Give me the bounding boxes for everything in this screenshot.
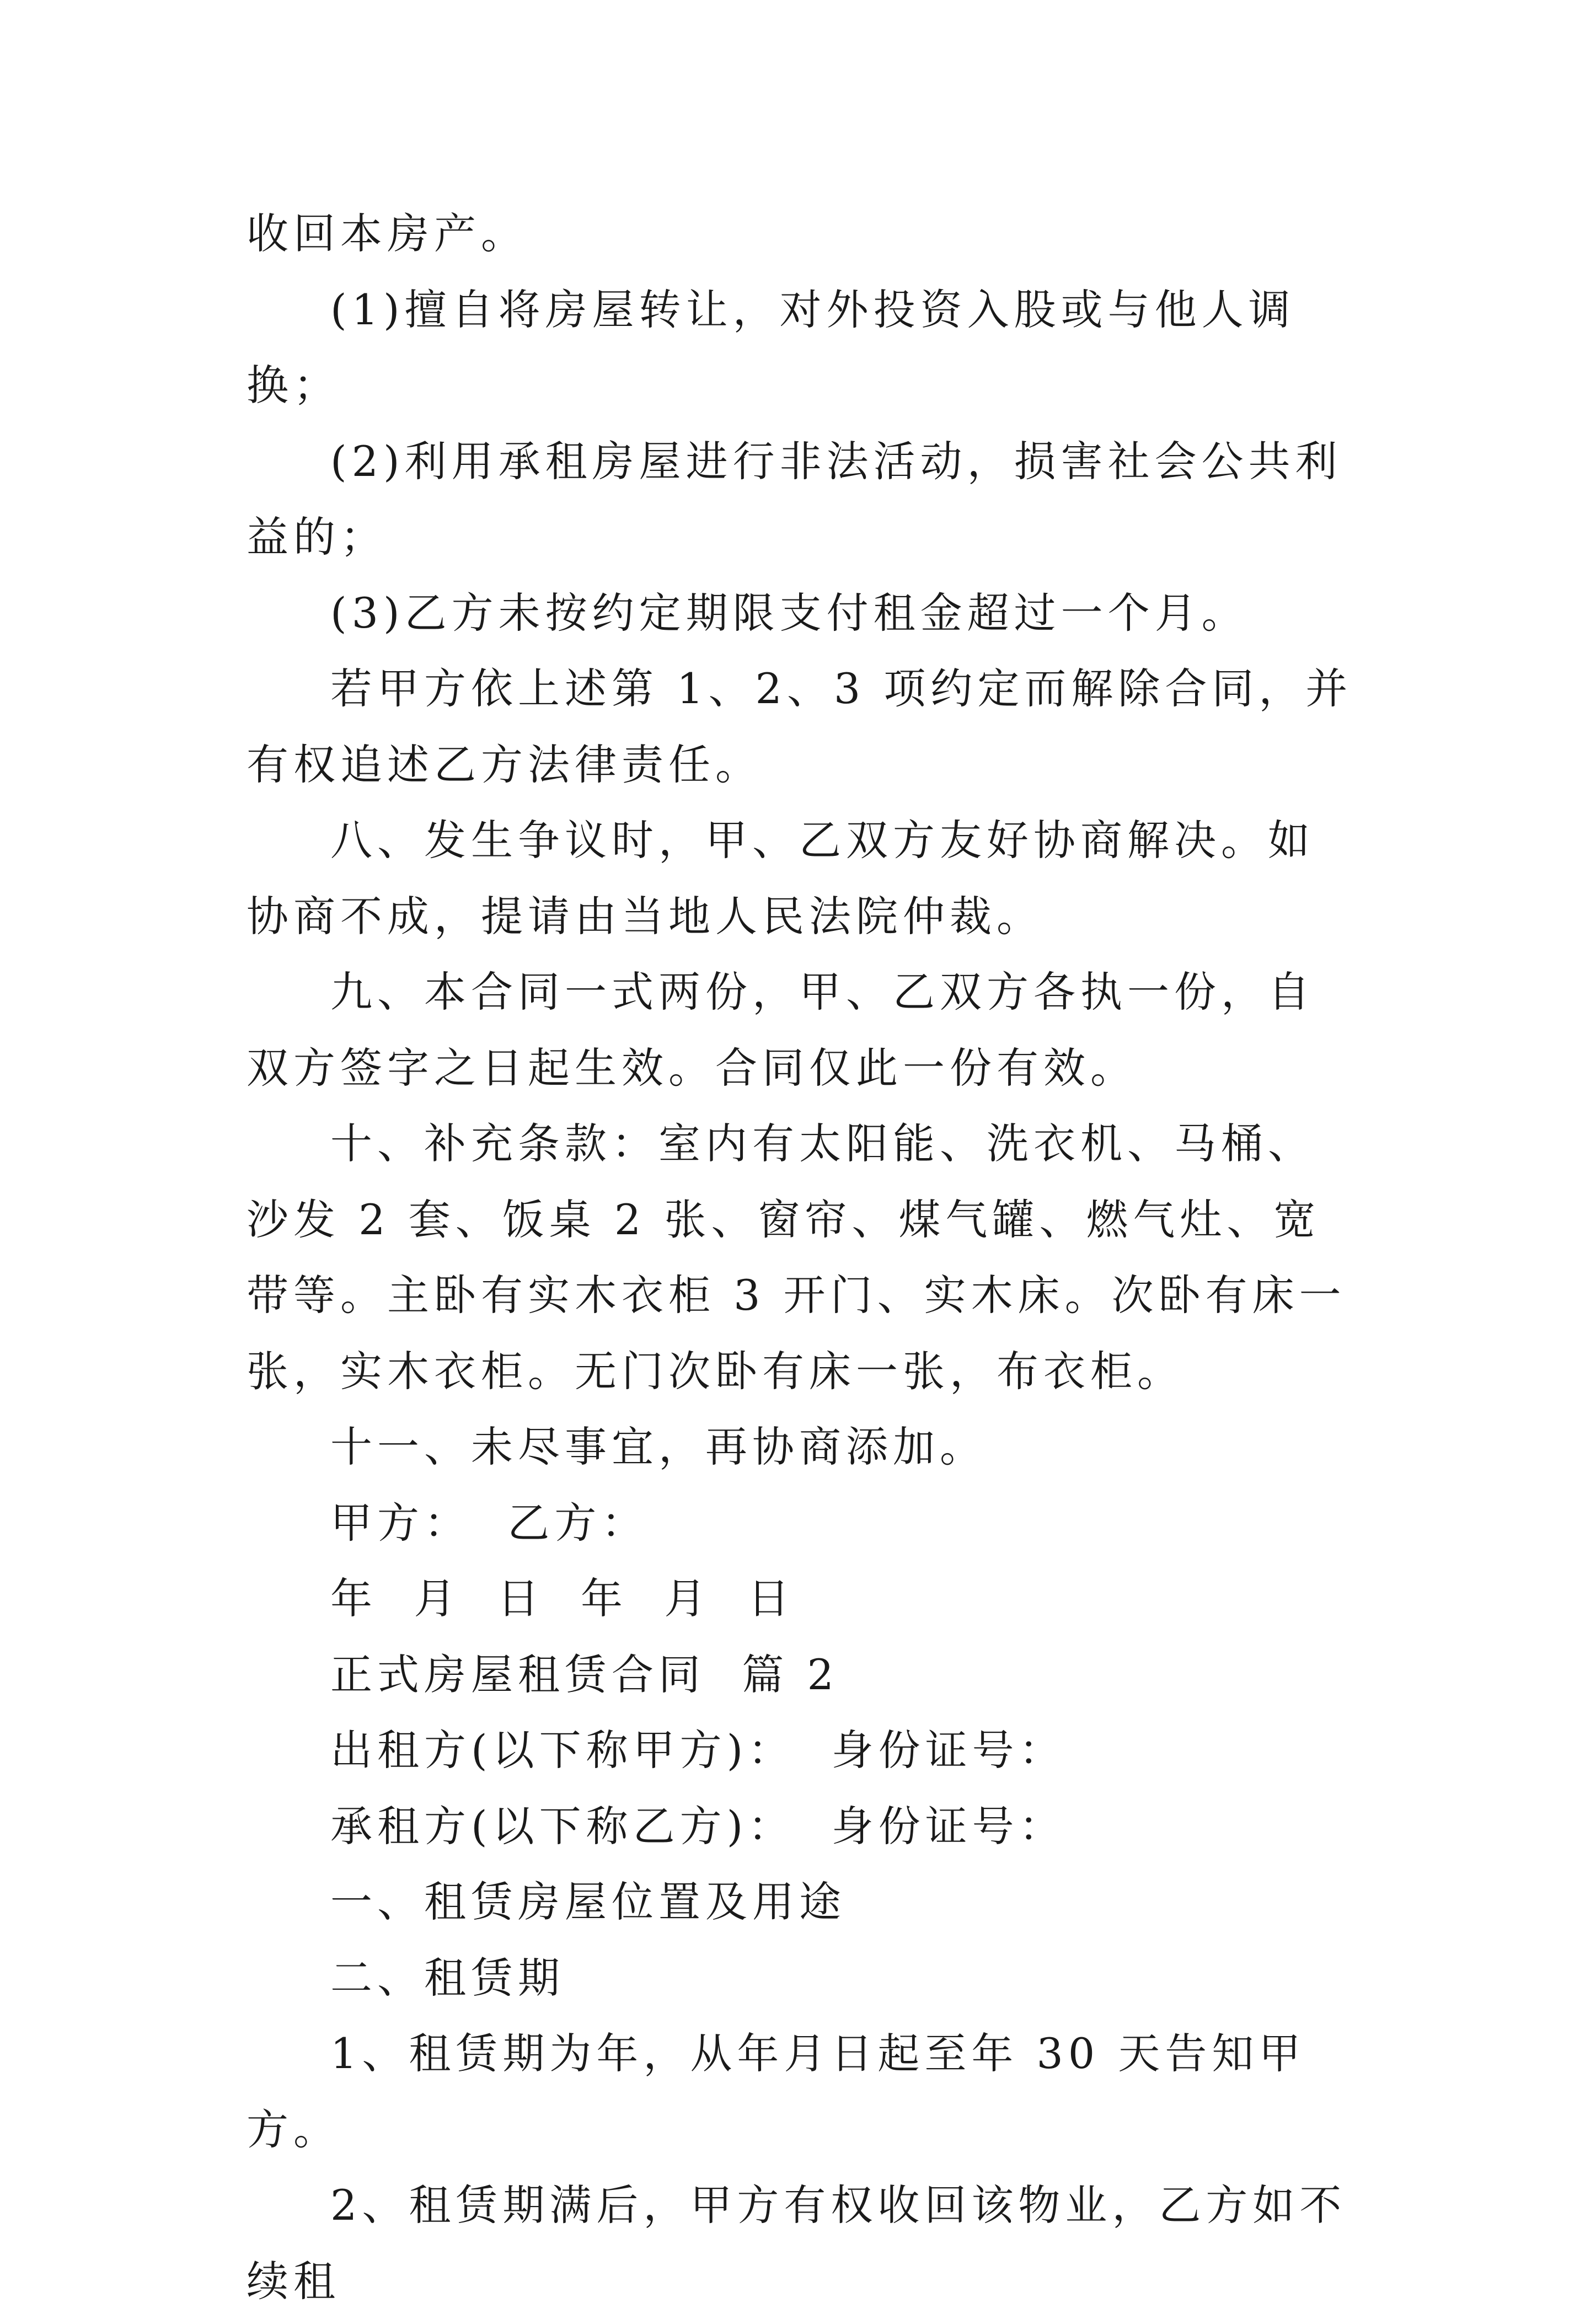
lessor-line: 出租方(以下称甲方)： 身份证号： <box>330 1726 1066 1775</box>
clause-item-1: (1)擅自将房屋转让，对外投资入股或与他人调换； <box>247 285 1295 410</box>
clause-eleven: 十一、未尽事宜，再协商添加。 <box>330 1422 987 1471</box>
paragraph-continuation: 收回本房产。 <box>247 209 528 258</box>
clause-eight: 八、发生争议时，甲、乙双方友好协商解决。如协商不成，提请由当地人民法院仲裁。 <box>247 816 1315 941</box>
heading-lease-term: 二、租赁期 <box>330 1953 565 2002</box>
document-body <box>247 196 1361 2319</box>
lease-term-item-2: 2、租赁期满后，甲方有权收回该物业，乙方如不续租 <box>247 2181 1347 2306</box>
clause-item-3: (3)乙方未按约定期限支付租金超过一个月。 <box>330 588 1249 638</box>
lease-term-item-1: 1、租赁期为年，从年月日起至年 30 天告知甲方。 <box>247 2029 1306 2154</box>
clause-ten: 十、补充条款：室内有太阳能、洗衣机、马桶、沙发 2 套、饭桌 2 张、窗帘、煤气罐、燃气灶、宽带等。主卧有实木衣柜 3 开门、实木床。次卧有床一张，实木衣柜。无门次卧有床一张，布衣柜。 <box>247 1119 1346 1396</box>
section-title-contract-2: 正式房屋租赁合同 篇 2 <box>330 1649 839 1699</box>
heading-location-usage: 一、租赁房屋位置及用途 <box>330 1877 846 1926</box>
signature-dates: 年 月 日 年 月 日 <box>330 1574 795 1623</box>
signature-parties: 甲方： 乙方： <box>330 1498 649 1547</box>
clause-item-2: (2)利用承租房屋进行非法活动，损害社会公共利益的； <box>247 436 1342 561</box>
termination-paragraph: 若甲方依上述第 1、2、3 项约定而解除合同，并有权追述乙方法律责任。 <box>247 664 1353 789</box>
lessee-line: 承租方(以下称乙方)： 身份证号： <box>330 1801 1066 1851</box>
clause-nine: 九、本合同一式两份，甲、乙双方各执一份，自双方签字之日起生效。合同仅此一份有效。 <box>247 967 1315 1092</box>
